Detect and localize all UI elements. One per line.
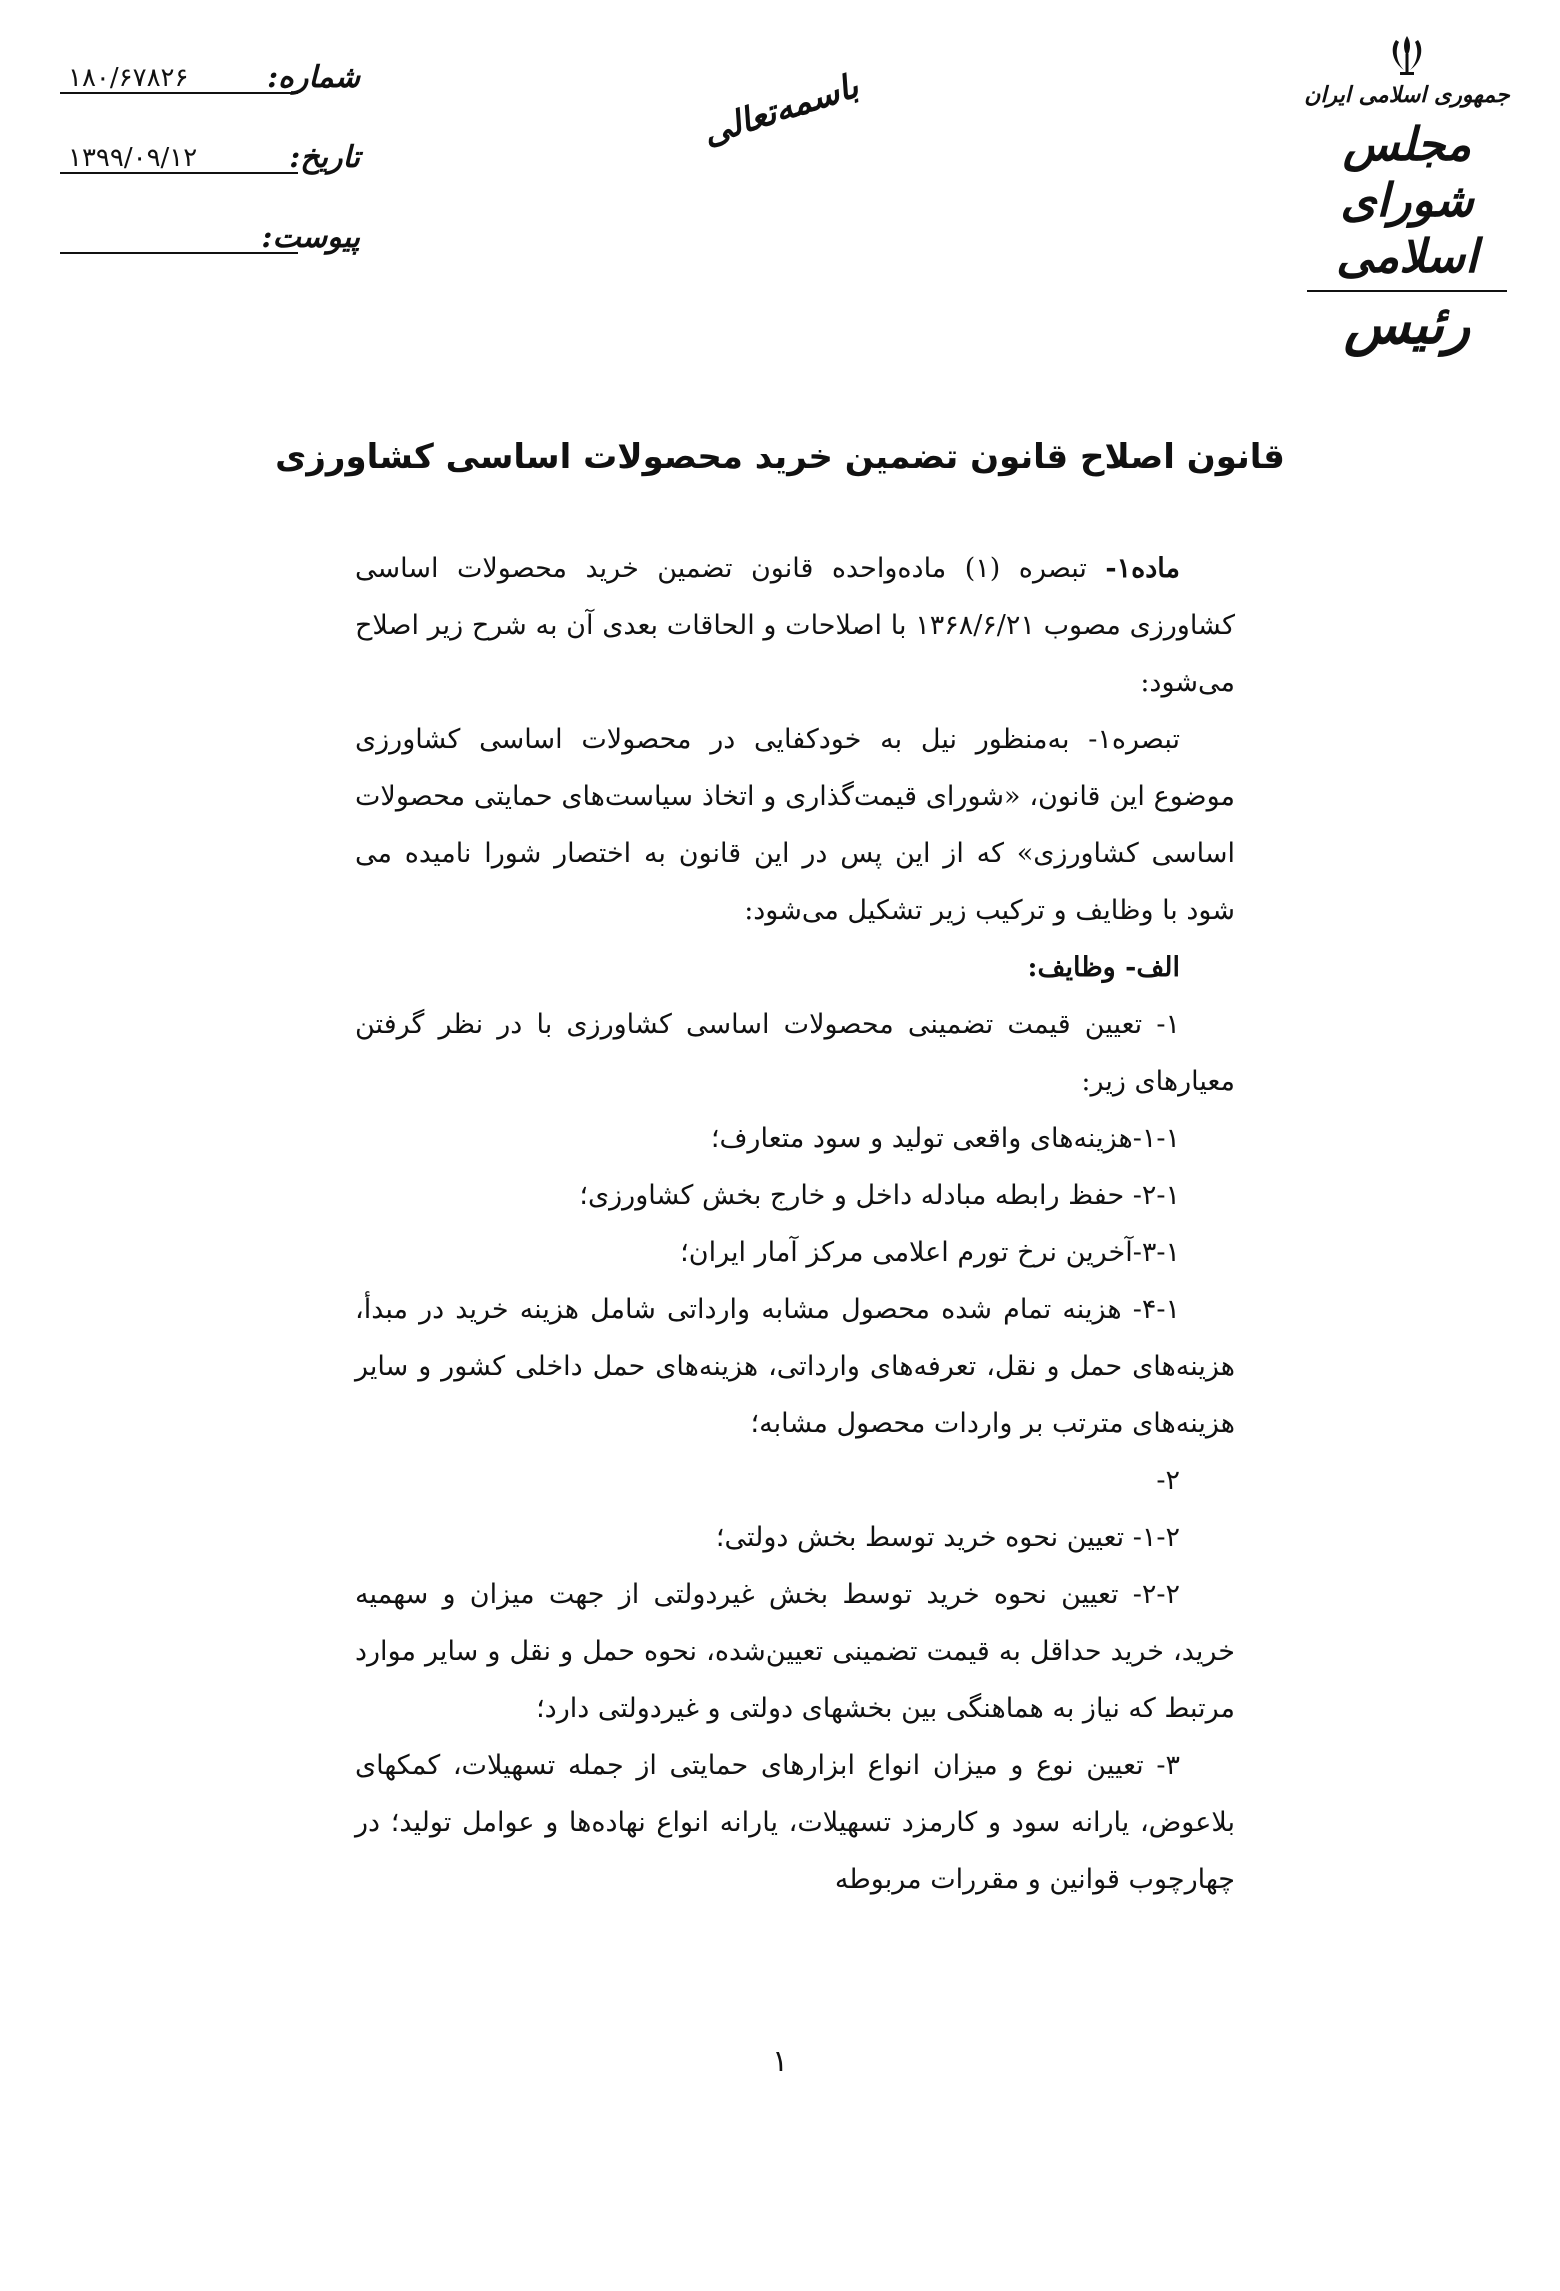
duty-3-paragraph: ۳- تعیین نوع و میزان انواع ابزارهای حمایتی از جمله تسهیلات، کمکهای بلاعوض، یارانه سود و کارمزد تسهیلات، یارانه انواع نهاده‌ها و عوامل تولید؛ در چهارچوب قوانین و مقررات مربوطه [355, 1750, 1235, 1895]
article-label: ماده۱- [1105, 553, 1180, 584]
invocation-calligraphy: باسمه‌تعالی [697, 65, 864, 154]
duty-2-heading: ۲- [1156, 1465, 1180, 1496]
duty-2-2: ۲-۲- تعیین نحوه خرید توسط بخش غیردولتی از جهت میزان و سهمیه خرید، خرید حداقل به قیمت تضمینی تعیین‌شده، نحوه حمل و نقل و سایر موارد مرتبط که نیاز به هماهنگی بین بخشهای دولتی و غیردولتی دارد؛ [355, 1579, 1235, 1724]
criterion-1-3: ۳-۱-آخرین نرخ تورم اعلامی مرکز آمار ایران؛ [680, 1237, 1180, 1268]
meta-date-row [60, 138, 360, 218]
meta-attachment-line [60, 252, 298, 254]
duty-1-paragraph: ۱- تعیین قیمت تضمینی محصولات اساسی کشاورزی با در نظر گرفتن معیارهای زیر: [355, 1009, 1235, 1097]
parliament-emblem-block [1282, 22, 1532, 402]
duties-heading: الف- وظایف: [1027, 952, 1180, 983]
article-1-paragraph [355, 540, 1235, 711]
iran-emblem-icon [1384, 32, 1430, 78]
republic-label: جمهوری اسلامی ایران [1304, 82, 1510, 108]
duty-2-1: ۱-۲- تعیین نحوه خرید توسط بخش دولتی؛ [715, 1522, 1180, 1553]
note-1-paragraph: تبصره۱- به‌منظور نیل به خودکفایی در محصولات اساسی کشاورزی موضوع این قانون، «شورای قیمت‌گذاری و اتخاذ سیاست‌های حمایتی محصولات اساسی کشاورزی» که از این پس در این قانون به اختصار شورا نامیده می شود با وظایف و ترکیب زیر تشکیل می‌شود: [355, 724, 1235, 926]
meta-number-label: شماره: [267, 60, 360, 95]
meta-number-row [60, 58, 360, 138]
page-number: ۱ [771, 2044, 789, 2079]
criterion-1-4: ۴-۱- هزینه تمام شده محصول مشابه وارداتی شامل هزینه خرید در مبدأ، هزینه‌های حمل و نقل، تعرفه‌های وارداتی، هزینه‌های حمل داخلی کشور و سایر هزینه‌های مترتب بر واردات محصول مشابه؛ [355, 1294, 1235, 1439]
parliament-name: مجلس شورای اسلامی [1336, 117, 1478, 283]
criterion-1-1: ۱-۱-هزینه‌های واقعی تولید و سود متعارف؛ [710, 1123, 1180, 1154]
meta-number-value: ۱۸۰/۶۷۸۲۶ [68, 63, 189, 93]
law-title: قانون اصلاح قانون تضمین خرید محصولات اساسی کشاورزی [275, 437, 1285, 477]
criterion-1-2: ۲-۱- حفظ رابطه مبادله داخل و خارج بخش کشاورزی؛ [579, 1180, 1180, 1211]
law-body [355, 540, 1235, 1908]
meta-date-value: ۱۳۹۹/۰۹/۱۲ [68, 143, 198, 173]
meta-date-label: تاریخ: [289, 140, 360, 175]
article-1-text: تبصره (۱) ماده‌واحده قانون تضمین خرید محصولات اساسی کشاورزی مصوب ۱۳۶۸/۶/۲۱ با اصلاحات و الحاقات بعدی آن به شرح زیر اصلاح می‌شود: [355, 553, 1235, 698]
president-label: رئیس [1343, 292, 1471, 356]
meta-attachment-row [60, 218, 360, 298]
letter-meta [60, 58, 360, 298]
meta-attachment-label: پیوست: [261, 220, 360, 255]
